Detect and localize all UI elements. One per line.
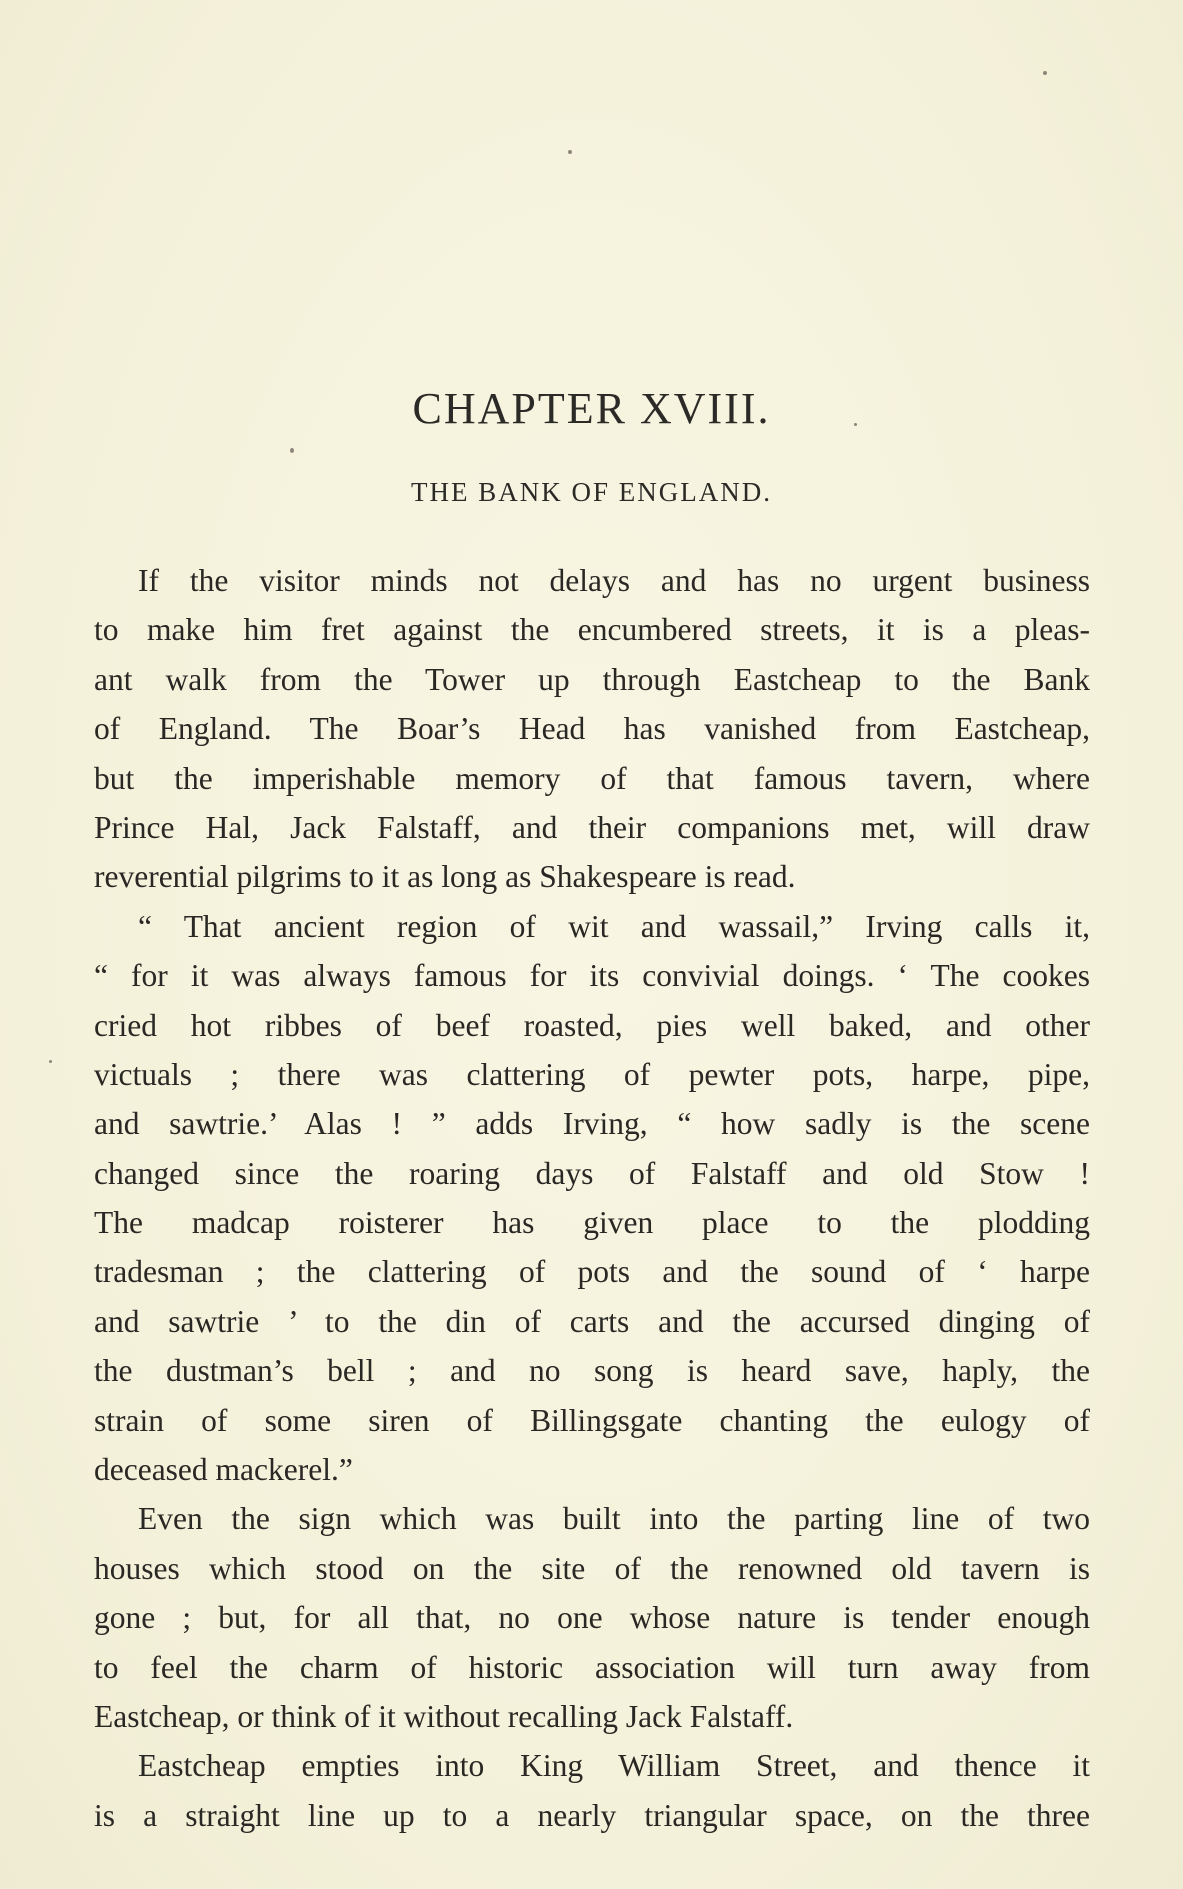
text-line: to make him fret against the encumbered streets, it is a pleas- [94, 612, 1090, 648]
chapter-subtitle: THE BANK OF ENGLAND. [411, 477, 772, 507]
text-line: If the visitor minds not delays and has no urgent business [138, 563, 1090, 598]
text-line: is a straight line up to a nearly triangular space, on the three [94, 1797, 1090, 1833]
text-line: strain of some siren of Billingsgate chanting the eulogy of [94, 1402, 1090, 1438]
text-line: Eastcheap empties into King William Street, and thence it [138, 1748, 1090, 1784]
text-line: tradesman ; the clattering of pots and the sound of ‘ harpe [94, 1254, 1090, 1290]
ink-speck [49, 1060, 52, 1063]
text-line: reverential pilgrims to it as long as Shakespeare is read. [94, 859, 796, 895]
text-line: “ for it was always famous for its convivial doings. ‘ The cookes [94, 958, 1090, 994]
text-line: The madcap roisterer has given place to the plodding [94, 1205, 1090, 1241]
text-line: victuals ; there was clattering of pewter pots, harpe, pipe, [94, 1056, 1090, 1092]
ink-speck [290, 448, 294, 453]
text-line: Even the sign which was built into the parting line of two [138, 1501, 1090, 1537]
text-line: gone ; but, for all that, no one whose nature is tender enough [94, 1600, 1090, 1636]
text-line: ant walk from the Tower up through Eastcheap to the Bank [94, 661, 1090, 697]
text-line: Prince Hal, Jack Falstaff, and their companions met, will draw [94, 809, 1090, 845]
text-line: the dustman’s bell ; and no song is heard save, haply, the [94, 1353, 1090, 1389]
ink-speck [1043, 71, 1047, 75]
text-line: cried hot ribbes of beef roasted, pies well baked, and other [94, 1007, 1090, 1043]
text-line: and sawtrie ’ to the din of carts and the accursed dinging of [94, 1303, 1090, 1339]
ink-speck [568, 150, 572, 154]
text-line: but the imperishable memory of that famous tavern, where [94, 760, 1090, 796]
text-line: of England. The Boar’s Head has vanished from Eastcheap, [94, 711, 1090, 747]
text-line: and sawtrie.’ Alas ! ” adds Irving, “ how sadly is the scene [94, 1106, 1090, 1142]
text-line: deceased mackerel.” [94, 1452, 353, 1488]
text-line: Eastcheap, or think of it without recalling Jack Falstaff. [94, 1698, 794, 1734]
body-text [94, 556, 1090, 1840]
text-line: to feel the charm of historic association will turn away from [94, 1649, 1090, 1685]
text-line: houses which stood on the site of the renowned old tavern is [94, 1550, 1090, 1586]
chapter-heading: CHAPTER XVIII. [412, 384, 771, 433]
text-line: “ That ancient region of wit and wassail,” Irving calls it, [138, 908, 1090, 944]
text-line: changed since the roaring days of Falstaff and old Stow ! [94, 1155, 1090, 1191]
